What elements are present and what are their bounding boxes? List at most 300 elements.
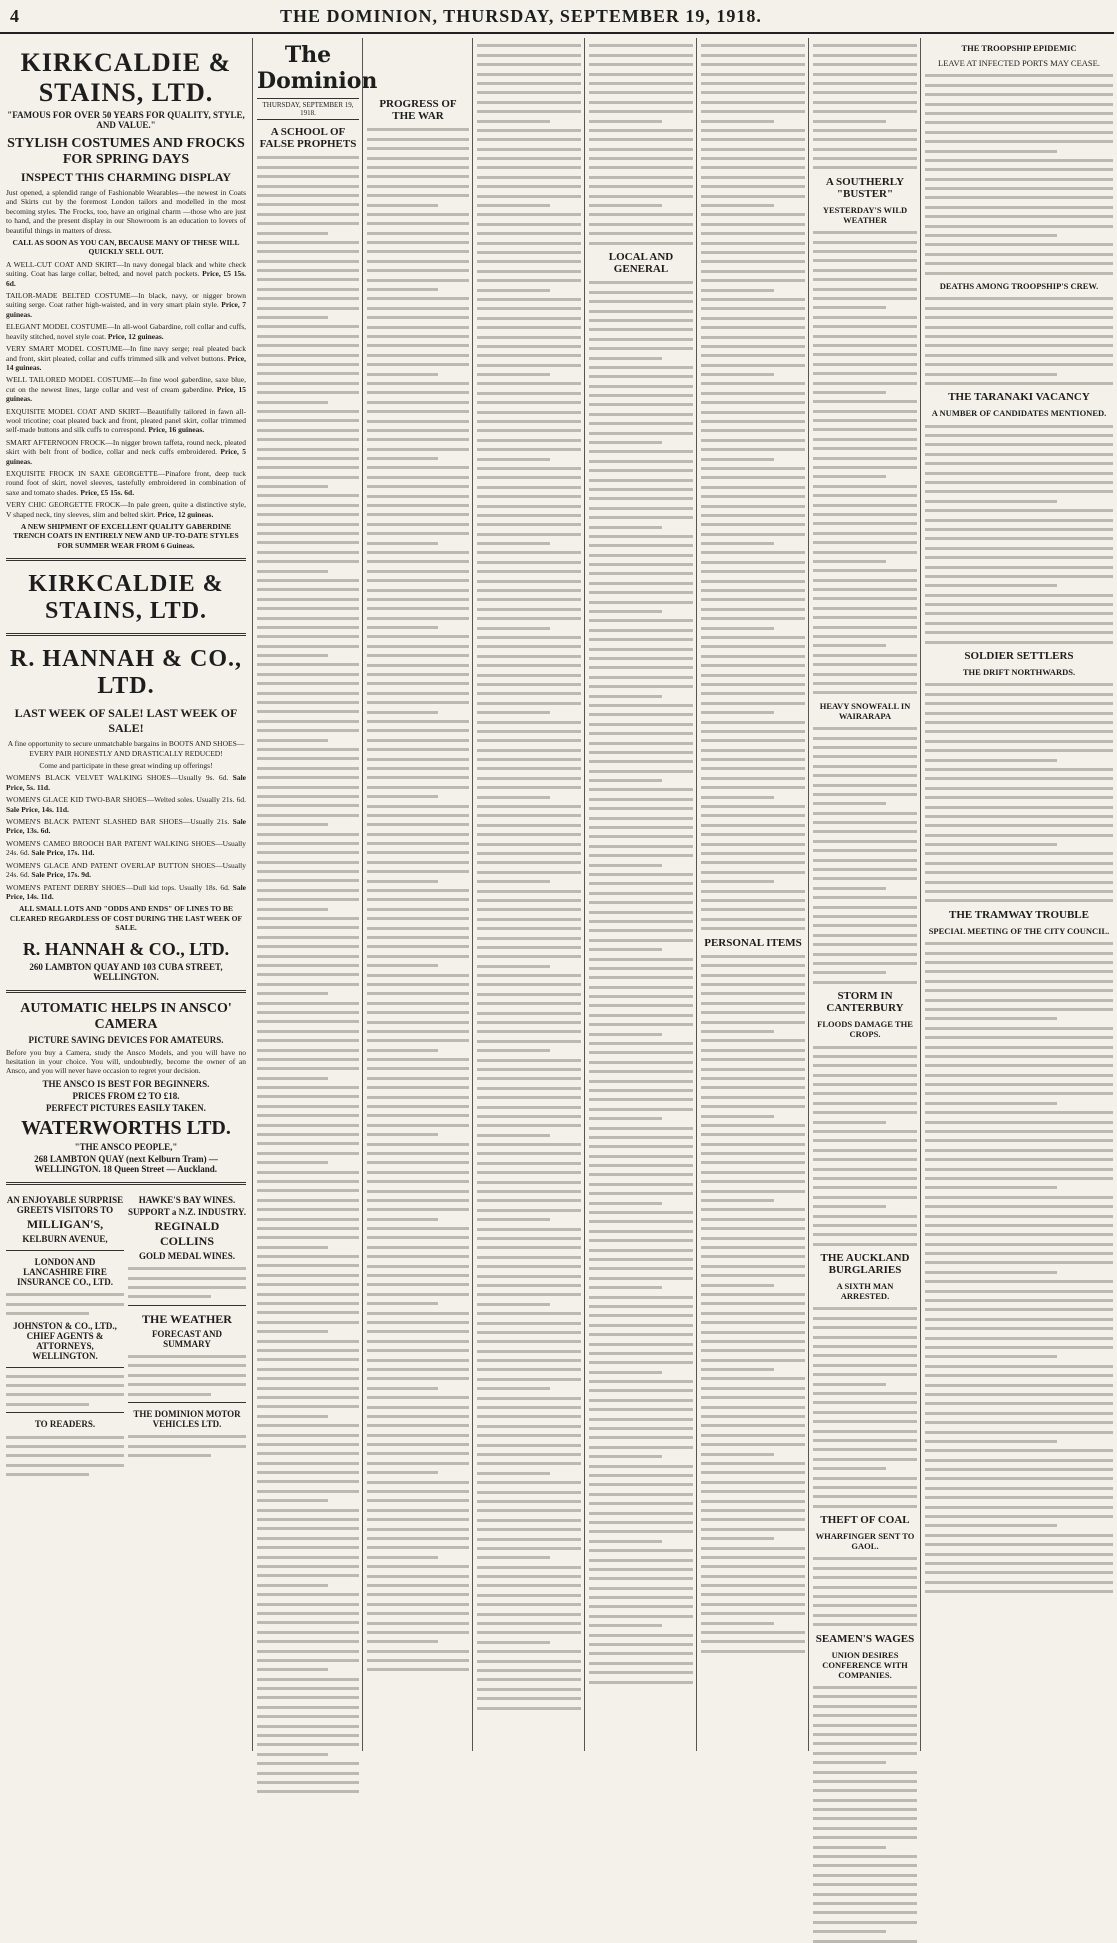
text-line <box>589 1530 693 1533</box>
text-line <box>813 765 917 768</box>
text-line <box>257 588 359 591</box>
text-line <box>367 955 469 958</box>
text-line <box>589 1652 693 1655</box>
text-line <box>813 1168 917 1171</box>
text-line <box>813 325 917 328</box>
text-line <box>257 1546 359 1549</box>
text-line <box>589 742 693 745</box>
text-line <box>367 147 469 150</box>
text-line <box>925 1046 1113 1049</box>
text-line <box>257 1340 359 1343</box>
section-headline: SOLDIER SETTLERS <box>964 650 1074 663</box>
text-line <box>589 1155 693 1158</box>
text-line <box>589 760 693 763</box>
text-line <box>701 664 805 667</box>
text-line <box>367 213 469 216</box>
text-line <box>589 1446 693 1449</box>
text-line <box>701 1377 805 1380</box>
troopship-headline: THE TROOPSHIP EPIDEMIC <box>961 43 1077 53</box>
text-line <box>257 964 359 967</box>
text-line <box>925 1299 1113 1302</box>
text-line <box>477 1575 581 1578</box>
text-line <box>701 1039 805 1042</box>
weather-sub: FORECAST AND SUMMARY <box>151 1328 223 1349</box>
text-line <box>367 1180 469 1183</box>
text-line <box>589 204 662 207</box>
text-line <box>701 1190 805 1193</box>
text-line <box>701 204 774 207</box>
text-line <box>257 1199 359 1202</box>
text-line <box>925 881 1113 884</box>
text-line <box>813 91 917 94</box>
text-line <box>813 344 917 347</box>
text-line <box>701 777 805 780</box>
text-line <box>589 1042 693 1045</box>
text-line <box>925 1449 1113 1452</box>
text-line <box>701 523 805 526</box>
text-line <box>367 1265 469 1268</box>
text-line <box>477 580 581 583</box>
text-line <box>257 541 359 544</box>
text-line <box>813 953 917 956</box>
text-line <box>589 554 693 557</box>
text-line <box>813 981 917 984</box>
text-line <box>813 830 917 833</box>
text-line <box>589 185 693 188</box>
text-line <box>925 603 1113 606</box>
text-line <box>257 814 359 817</box>
text-line <box>925 1158 1113 1161</box>
text-line <box>257 241 359 244</box>
text-line <box>367 542 438 545</box>
text-line <box>925 453 1113 456</box>
text-line <box>477 861 581 864</box>
list-item: WOMEN'S CAMEO BROOCH BAR PATENT WALKING SHOES—Usually 24s. 6d. Sale Price, 17s. 11d. <box>6 838 246 858</box>
text-line <box>589 63 693 66</box>
text-line <box>367 1584 469 1587</box>
text-line <box>701 401 805 404</box>
text-line <box>813 63 917 66</box>
text-line <box>257 1659 359 1662</box>
text-line <box>813 73 917 76</box>
text-line <box>813 896 917 899</box>
text-line <box>367 260 469 263</box>
text-line <box>477 608 581 611</box>
text-line <box>589 1596 693 1599</box>
text-line <box>925 942 1113 945</box>
section-headline: THE AUCKLAND BURGLARIES <box>820 1252 910 1277</box>
text-line <box>257 1020 359 1023</box>
troopship-sub: LEAVE AT INFECTED PORTS MAY CEASE. <box>938 58 1100 68</box>
milligans-line: AN ENJOYABLE SURPRISE GREETS VISITORS TO <box>6 1194 124 1215</box>
text-line <box>925 490 1113 493</box>
text-line <box>813 522 917 525</box>
text-line <box>367 532 469 535</box>
text-line <box>257 175 359 178</box>
text-line <box>477 1303 550 1306</box>
text-line <box>925 272 1113 275</box>
text-line <box>701 307 805 310</box>
text-line <box>701 1077 805 1080</box>
text-line <box>367 297 469 300</box>
text-line <box>925 103 1113 106</box>
text-line <box>925 1149 1113 1152</box>
text-line <box>589 572 693 575</box>
text-line <box>813 906 917 909</box>
text-line <box>367 1133 438 1136</box>
text-line <box>257 645 359 648</box>
text-line <box>477 1688 581 1691</box>
text-line <box>477 880 550 883</box>
text-line <box>813 1401 917 1404</box>
text-line <box>367 504 469 507</box>
text-line <box>813 419 917 422</box>
text-line <box>701 195 805 198</box>
text-line <box>477 1312 581 1315</box>
text-line <box>813 1940 917 1943</box>
kirkcaldie-headline: STYLISH COSTUMES AND FROCKS FOR SPRING DAYS <box>7 136 245 167</box>
text-line <box>813 1921 917 1924</box>
text-line <box>589 854 693 857</box>
text-line <box>589 1408 693 1411</box>
text-line <box>477 1509 581 1512</box>
text-line <box>701 861 805 864</box>
ansco-headline: AUTOMATIC HELPS IN ANSCO' CAMERA <box>20 1000 232 1032</box>
text-line <box>367 1481 469 1484</box>
text-line <box>813 1092 917 1095</box>
text-line <box>589 1061 693 1064</box>
text-line <box>813 1695 917 1698</box>
text-line <box>257 307 359 310</box>
text-line <box>257 532 359 535</box>
text-line <box>925 989 1113 992</box>
text-line <box>257 1264 359 1267</box>
text-line <box>813 1064 917 1067</box>
text-line <box>257 1612 359 1615</box>
text-line <box>589 591 693 594</box>
text-line <box>589 1305 693 1308</box>
text-line <box>589 223 693 226</box>
text-line <box>589 1577 693 1580</box>
text-line <box>257 1471 359 1474</box>
text-line <box>477 617 581 620</box>
text-line <box>813 1420 917 1423</box>
milligans-name: MILLIGAN'S, <box>26 1216 104 1231</box>
text-line <box>589 148 693 151</box>
text-line <box>813 821 917 824</box>
text-line <box>589 82 693 85</box>
text-line <box>813 532 917 535</box>
text-line <box>925 297 1113 300</box>
text-line <box>257 1011 359 1014</box>
text-line <box>813 943 917 946</box>
text-line <box>701 1133 805 1136</box>
text-line <box>925 307 1113 310</box>
text-line <box>813 457 917 460</box>
text-line <box>367 1002 469 1005</box>
text-line <box>589 1108 693 1111</box>
text-line <box>589 120 662 123</box>
text-line <box>257 983 359 986</box>
text-line <box>477 326 581 329</box>
text-line <box>257 682 359 685</box>
text-line <box>813 82 917 85</box>
text-line <box>701 176 805 179</box>
list-item: EXQUISITE MODEL COAT AND SKIRT—Beautifully tailored in fawn all-wool tricotine; coat pleated back and front, pleated panel skirt, collar trimmed self-made buttons and silk cuffs to correspond. Price, 16 guineas. <box>6 406 246 435</box>
list-item: VERY SMART MODEL COSTUME—In fine navy serge; real pleated back and front, skirt pleated, collar and cuffs trimmed silk and velvet buttons. Price, 14 guineas. <box>6 344 246 372</box>
text-line <box>367 1434 469 1437</box>
text-line <box>813 755 917 758</box>
text-line <box>925 1083 1113 1086</box>
text-line <box>589 1615 693 1618</box>
text-line <box>925 566 1113 569</box>
text-line <box>257 1049 359 1052</box>
text-line <box>813 793 917 796</box>
text-line <box>925 749 1113 752</box>
text-line <box>701 298 805 301</box>
text-line <box>367 1668 469 1671</box>
text-line <box>701 1115 774 1118</box>
text-line <box>925 1308 1113 1311</box>
text-line <box>701 213 805 216</box>
text-line <box>477 429 581 432</box>
text-line <box>813 551 917 554</box>
text-line <box>701 1556 805 1559</box>
text-line <box>813 541 917 544</box>
text-line <box>257 1650 359 1653</box>
text-line <box>925 1261 1113 1264</box>
text-line <box>367 1021 469 1024</box>
text-line <box>477 1453 581 1456</box>
text-line <box>813 849 917 852</box>
text-line <box>701 1030 774 1033</box>
text-line <box>925 1233 1113 1236</box>
text-line <box>367 250 469 253</box>
text-line <box>589 1455 662 1458</box>
text-line <box>367 1190 469 1193</box>
text-line <box>701 655 805 658</box>
text-line <box>701 786 805 789</box>
text-line <box>813 1046 917 1049</box>
text-line <box>813 1158 917 1161</box>
text-line <box>477 674 581 677</box>
text-line <box>477 204 550 207</box>
text-line <box>257 663 359 666</box>
text-line <box>589 1399 693 1402</box>
text-line <box>925 759 1057 762</box>
text-line <box>813 1486 917 1489</box>
text-line <box>813 1902 917 1905</box>
text-line <box>701 805 805 808</box>
text-line <box>925 1318 1113 1321</box>
text-line <box>589 1361 693 1364</box>
text-line <box>589 385 693 388</box>
text-line <box>257 269 359 272</box>
text-line <box>925 243 1113 246</box>
text-line <box>477 1368 581 1371</box>
text-line <box>367 316 469 319</box>
text-line <box>367 344 469 347</box>
text-line <box>701 1246 805 1249</box>
text-line <box>925 1215 1113 1218</box>
text-line <box>257 1189 359 1192</box>
text-line <box>477 1669 581 1672</box>
text-line <box>813 1149 917 1152</box>
text-line <box>925 1384 1113 1387</box>
text-line <box>477 833 581 836</box>
text-line <box>701 739 805 742</box>
text-line <box>367 795 438 798</box>
text-line <box>257 1527 359 1530</box>
section-headline: SPECIAL MEETING OF THE CITY COUNCIL. <box>928 925 1110 936</box>
text-line <box>257 739 328 742</box>
text-line <box>477 1265 581 1268</box>
text-line <box>367 466 469 469</box>
text-line <box>367 1490 469 1493</box>
text-line <box>925 74 1113 77</box>
text-line <box>701 458 774 461</box>
text-line <box>925 1581 1113 1584</box>
text-line <box>477 542 550 545</box>
text-line <box>813 120 886 123</box>
text-line <box>925 862 1113 865</box>
text-line <box>925 641 1113 644</box>
text-line <box>257 1293 359 1296</box>
text-line <box>925 612 1113 615</box>
text-line <box>589 1230 693 1233</box>
list-item: TAILOR-MADE BELTED COSTUME—In black, navy, or nigger brown suiting serge. Coat rather high-waisted, and in very smart plain style. Price, 7 guineas. <box>6 291 246 319</box>
text-line <box>367 128 469 131</box>
text-line <box>367 1575 469 1578</box>
text-line <box>589 835 693 838</box>
text-line <box>813 438 917 441</box>
text-line <box>589 1512 693 1515</box>
text-line <box>701 983 805 986</box>
text-line <box>589 1258 693 1261</box>
text-line <box>813 1430 917 1433</box>
text-line <box>813 335 917 338</box>
text-line <box>701 1349 805 1352</box>
text-line <box>477 598 581 601</box>
text-line <box>477 1631 581 1634</box>
text-line <box>813 1733 917 1736</box>
text-line <box>589 779 662 782</box>
text-line <box>257 795 359 798</box>
text-line <box>257 635 359 638</box>
text-line <box>589 460 693 463</box>
newspaper-title: THE DOMINION, THURSDAY, SEPTEMBER 19, 1918. <box>280 6 762 26</box>
text-line <box>589 1662 693 1665</box>
text-line <box>701 1161 805 1164</box>
text-line <box>701 439 805 442</box>
text-line <box>477 251 581 254</box>
text-line <box>813 166 917 169</box>
text-line <box>477 1331 581 1334</box>
text-line <box>367 898 469 901</box>
text-line <box>701 1321 805 1324</box>
text-line <box>257 1518 359 1521</box>
text-line <box>477 786 581 789</box>
text-line <box>701 1171 805 1174</box>
text-line <box>813 259 917 262</box>
text-line <box>701 992 805 995</box>
text-line <box>257 1565 359 1568</box>
text-line <box>367 1359 469 1362</box>
text-line <box>925 1008 1113 1011</box>
text-line <box>813 1448 917 1451</box>
text-line <box>367 560 469 563</box>
text-line <box>367 1283 469 1286</box>
text-line <box>813 915 917 918</box>
text-line <box>589 713 693 716</box>
text-line <box>257 626 359 629</box>
text-line <box>367 1058 469 1061</box>
text-line <box>813 44 917 47</box>
text-line <box>477 289 550 292</box>
text-line <box>925 843 1057 846</box>
text-line <box>477 1678 581 1681</box>
text-line <box>257 1246 328 1249</box>
text-line <box>367 739 469 742</box>
text-line <box>477 364 581 367</box>
text-line <box>925 528 1113 531</box>
text-line <box>589 1136 693 1139</box>
text-line <box>925 509 1113 512</box>
text-line <box>367 635 469 638</box>
text-line <box>813 1576 917 1579</box>
text-line <box>925 215 1113 218</box>
text-line <box>925 1168 1113 1171</box>
text-line <box>589 1465 693 1468</box>
text-line <box>813 1883 917 1886</box>
text-line <box>701 242 805 245</box>
text-line <box>925 740 1113 743</box>
text-line <box>367 1622 469 1625</box>
text-line <box>477 636 581 639</box>
text-line <box>813 1186 917 1189</box>
text-line <box>701 1424 805 1427</box>
text-line <box>477 927 581 930</box>
news-column <box>808 38 921 1751</box>
text-line <box>477 91 581 94</box>
text-line <box>367 1208 469 1211</box>
text-line <box>589 1173 693 1176</box>
text-line <box>701 758 805 761</box>
text-line <box>701 890 805 893</box>
text-line <box>367 711 438 714</box>
text-line <box>589 375 693 378</box>
text-line <box>477 476 581 479</box>
text-line <box>813 1458 917 1461</box>
text-line <box>477 1650 581 1653</box>
text-line <box>589 1249 693 1252</box>
text-line <box>589 44 693 47</box>
text-line <box>477 439 581 442</box>
text-line <box>589 958 693 961</box>
text-line <box>925 1064 1113 1067</box>
text-line <box>589 1014 693 1017</box>
text-line <box>477 1500 581 1503</box>
text-line <box>589 1098 693 1101</box>
text-line <box>813 840 917 843</box>
text-line <box>813 1771 917 1774</box>
text-line <box>925 594 1113 597</box>
section-headline: STORM IN CANTERBURY <box>826 990 904 1015</box>
text-line <box>257 1105 359 1108</box>
text-line <box>367 1067 469 1070</box>
text-line <box>701 392 805 395</box>
text-line <box>701 448 805 451</box>
